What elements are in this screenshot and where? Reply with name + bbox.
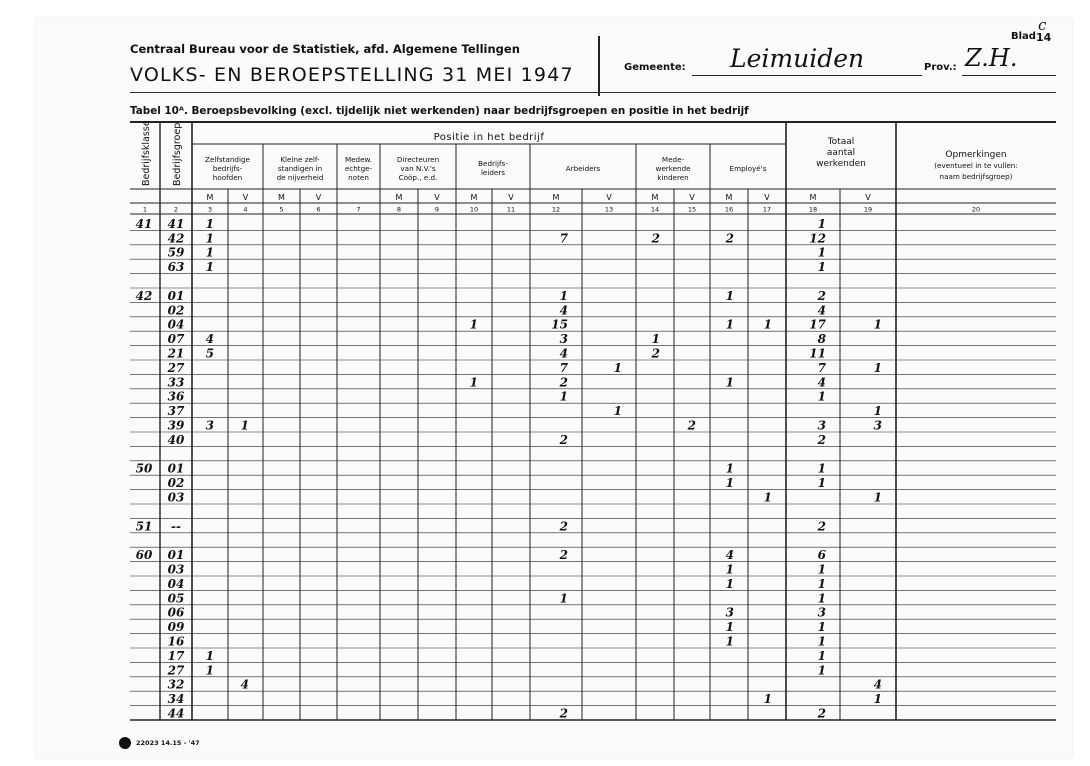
cell-value: 1 <box>817 620 826 635</box>
v-label: V <box>764 193 770 202</box>
v-label: V <box>434 193 440 202</box>
cell-value: 3 <box>559 332 568 347</box>
cell-groep: 41 <box>167 216 185 231</box>
cell-value: 1 <box>613 360 622 375</box>
col-header-opmerkingen: (eventueel in te vullen: <box>934 161 1018 170</box>
cell-value: 1 <box>873 317 882 332</box>
cell-value: 1 <box>817 260 826 275</box>
cell-value: 1 <box>725 634 734 649</box>
cell-groep: 37 <box>167 404 185 419</box>
cell-value: 5 <box>205 346 214 361</box>
cell-value: 1 <box>469 317 478 332</box>
col-header-medewerkende: kinderen <box>657 173 689 182</box>
cell-klasse: 50 <box>135 461 153 476</box>
m-label: M <box>651 193 659 202</box>
cell-value: 1 <box>817 634 826 649</box>
cell-groep: 02 <box>167 476 185 491</box>
cell-value: 6 <box>817 548 826 563</box>
cell-groep: 07 <box>167 332 185 347</box>
column-number: 1 <box>142 205 148 214</box>
cell-groep: 42 <box>167 231 185 246</box>
cell-value: 1 <box>763 692 772 707</box>
cell-value: 1 <box>725 288 734 303</box>
province-value: Z.H. <box>965 44 1018 72</box>
cell-groep: 40 <box>167 432 185 447</box>
col-header-groep: Bedrijfsgroep <box>172 122 183 186</box>
col-header-opmerkingen: Opmerkingen <box>945 150 1007 160</box>
column-number: 13 <box>604 205 614 214</box>
cell-value: 1 <box>873 404 882 419</box>
cell-groep: 27 <box>167 663 185 678</box>
cell-value: 1 <box>763 490 772 505</box>
cell-klasse: 60 <box>135 548 153 563</box>
cell-value: 1 <box>817 576 826 591</box>
cell-value: 3 <box>817 605 826 620</box>
cell-groep: 06 <box>167 605 185 620</box>
cell-value: 2 <box>559 548 568 563</box>
cell-value: 1 <box>763 317 772 332</box>
cell-value: 4 <box>205 332 214 347</box>
province-label: Prov.: <box>924 62 957 73</box>
cell-value: 1 <box>205 216 214 231</box>
cell-value: 4 <box>817 303 826 318</box>
cell-groep: 44 <box>167 706 185 721</box>
cell-klasse: 41 <box>135 216 153 231</box>
cell-value: 3 <box>817 418 826 433</box>
column-number: 18 <box>808 205 818 214</box>
cell-value: 3 <box>205 418 214 433</box>
column-number: 8 <box>396 205 402 214</box>
cell-value: 4 <box>873 677 882 692</box>
cell-groep: 36 <box>167 389 185 404</box>
cell-value: 4 <box>240 677 249 692</box>
cell-value: 3 <box>873 418 882 433</box>
cell-groep: 33 <box>167 375 185 390</box>
cell-value: 1 <box>817 389 826 404</box>
cell-groep: 39 <box>167 418 185 433</box>
column-number: 10 <box>469 205 479 214</box>
m-label: M <box>395 193 403 202</box>
cell-value: 1 <box>725 317 734 332</box>
column-number: 4 <box>243 205 248 214</box>
m-label: M <box>470 193 478 202</box>
logo-icon <box>119 737 131 749</box>
cell-value: 12 <box>809 231 826 246</box>
cell-groep: 09 <box>167 620 185 635</box>
col-header-zelfstandige: hoofden <box>212 173 243 182</box>
v-label: V <box>242 193 249 202</box>
col-header-totaal: Totaal <box>827 137 855 147</box>
cell-value: 1 <box>205 231 214 246</box>
cell-value: 1 <box>613 404 622 419</box>
column-number: 11 <box>506 205 516 214</box>
m-label: M <box>278 193 285 202</box>
col-header-totaal: werkenden <box>816 159 866 169</box>
cell-klasse: 42 <box>135 288 153 303</box>
cell-value: 1 <box>559 591 568 606</box>
cell-groep: 27 <box>167 360 185 375</box>
cell-value: 1 <box>469 375 478 390</box>
cell-value: 2 <box>559 706 568 721</box>
sheet-label: Blad <box>1011 31 1036 42</box>
cell-value: 1 <box>817 216 826 231</box>
cell-groep: 16 <box>167 634 185 649</box>
col-header-medewerkende: werkende <box>655 164 691 173</box>
m-label: M <box>552 193 560 202</box>
col-header-kleine: de nijverheid <box>276 173 324 182</box>
column-number: 6 <box>316 205 321 214</box>
cell-value: 1 <box>817 562 826 577</box>
cell-groep: 63 <box>167 260 185 275</box>
position-header: Positie in het bedrijf <box>433 132 545 143</box>
cell-value: 1 <box>873 692 882 707</box>
cell-value: 7 <box>817 360 826 375</box>
sheet-number: 14 <box>1036 31 1052 44</box>
cell-groep: 01 <box>167 548 185 563</box>
col-header-totaal: aantal <box>826 148 856 158</box>
cell-value: 1 <box>651 332 660 347</box>
cell-groep: 05 <box>167 591 185 606</box>
cell-value: 1 <box>873 490 882 505</box>
cell-value: 7 <box>559 360 568 375</box>
column-number: 2 <box>173 205 179 214</box>
m-label: M <box>725 193 733 202</box>
cell-value: 1 <box>205 245 214 260</box>
cell-value: 4 <box>817 375 826 390</box>
cell-value: 2 <box>725 231 734 246</box>
col-header-medewerkende: Mede- <box>661 155 685 164</box>
col-header-medew: Medew. <box>344 155 373 164</box>
cell-value: 2 <box>817 519 826 534</box>
col-header-klasse: Bedrijfsklasse <box>141 120 152 186</box>
cell-value: 2 <box>817 432 826 447</box>
column-number: 12 <box>551 205 561 214</box>
cell-value: 1 <box>205 260 214 275</box>
v-label: V <box>865 193 871 202</box>
cell-groep: 17 <box>167 648 185 663</box>
cell-groep: 04 <box>167 317 185 332</box>
col-header-directeuren: van N.V.'s <box>400 164 436 173</box>
col-header-employes: Employé's <box>729 164 767 173</box>
cell-value: 2 <box>559 432 568 447</box>
cell-value: 1 <box>559 389 568 404</box>
col-header-arbeiders: Arbeiders <box>565 164 601 173</box>
cell-value: 3 <box>725 605 734 620</box>
agency-name: Centraal Bureau voor de Statistiek, afd. Algemene Tellingen <box>130 42 520 56</box>
cell-value: 17 <box>809 317 826 332</box>
cell-value: 11 <box>809 346 826 361</box>
cell-value: 7 <box>559 231 568 246</box>
cell-value: 1 <box>817 591 826 606</box>
m-label: M <box>809 193 817 202</box>
cell-value: 1 <box>817 245 826 260</box>
v-label: V <box>606 193 612 202</box>
cell-value: 1 <box>817 476 826 491</box>
cell-value: 1 <box>817 648 826 663</box>
census-title: VOLKS- EN BEROEPSTELLING 31 MEI 1947 <box>130 64 574 86</box>
cell-klasse: 51 <box>135 519 153 534</box>
cell-groep: 03 <box>167 562 185 577</box>
cell-value: 1 <box>205 648 214 663</box>
cell-value: 4 <box>725 548 734 563</box>
col-header-zelfstandige: Zelfstandige <box>205 155 250 164</box>
column-number: 16 <box>724 205 734 214</box>
cell-value: 1 <box>725 620 734 635</box>
cell-groep: -- <box>171 519 181 534</box>
cell-value: 4 <box>559 303 568 318</box>
col-header-bedrijfsleiders: Bedrijfs- <box>478 159 508 168</box>
col-header-directeuren: Directeuren <box>396 155 440 164</box>
cell-groep: 34 <box>167 692 185 707</box>
column-number: 19 <box>863 205 873 214</box>
cell-value: 1 <box>205 663 214 678</box>
col-header-kleine: Kleine zelf- <box>280 155 320 164</box>
print-code: 22023 14.15 - '47 <box>136 739 200 747</box>
cell-value: 2 <box>559 519 568 534</box>
municipality-value: Leimuiden <box>730 44 865 73</box>
col-header-medew: echtge- <box>344 164 373 173</box>
cell-groep: 59 <box>167 245 185 260</box>
column-number: 20 <box>971 205 981 214</box>
cell-value: 1 <box>240 418 249 433</box>
column-number: 15 <box>687 205 697 214</box>
m-label: M <box>206 193 214 202</box>
column-number: 7 <box>356 205 361 214</box>
column-number: 5 <box>279 205 284 214</box>
cell-value: 2 <box>687 418 696 433</box>
column-number: 3 <box>207 205 213 214</box>
cell-value: 1 <box>725 576 734 591</box>
v-label: V <box>689 193 695 202</box>
col-header-directeuren: Coöp., e.d. <box>398 173 438 182</box>
sheet-letter: c <box>1038 16 1047 34</box>
cell-groep: 01 <box>167 288 185 303</box>
col-header-opmerkingen: naam bedrijfsgroep) <box>939 172 1013 181</box>
cell-value: 8 <box>817 332 826 347</box>
cell-value: 1 <box>725 476 734 491</box>
cell-value: 1 <box>817 663 826 678</box>
cell-value: 1 <box>873 360 882 375</box>
cell-value: 15 <box>551 317 568 332</box>
v-label: V <box>315 193 322 202</box>
column-number: 14 <box>650 205 660 214</box>
cell-value: 2 <box>559 375 568 390</box>
column-number: 9 <box>434 205 440 214</box>
col-header-medew: noten <box>348 173 369 182</box>
municipality-label: Gemeente: <box>624 62 686 73</box>
cell-value: 2 <box>817 706 826 721</box>
col-header-zelfstandige: bedrijfs- <box>212 164 243 173</box>
table-title: Tabel 10ᴬ. Beroepsbevolking (excl. tijdelijk niet werkenden) naar bedrijfsgroepen en positie in het bedrijf <box>130 105 749 117</box>
cell-value: 1 <box>725 562 734 577</box>
col-header-kleine: standigen in <box>277 164 323 173</box>
cell-groep: 02 <box>167 303 185 318</box>
cell-value: 1 <box>559 288 568 303</box>
v-label: V <box>508 193 514 202</box>
cell-value: 2 <box>817 288 826 303</box>
cell-value: 2 <box>651 231 660 246</box>
cell-groep: 01 <box>167 461 185 476</box>
cell-groep: 04 <box>167 576 185 591</box>
column-number: 17 <box>762 205 772 214</box>
cell-groep: 03 <box>167 490 185 505</box>
cell-groep: 21 <box>167 346 185 361</box>
cell-value: 4 <box>559 346 568 361</box>
cell-value: 1 <box>817 461 826 476</box>
col-header-bedrijfsleiders: leiders <box>480 168 506 177</box>
cell-value: 1 <box>725 375 734 390</box>
cell-value: 2 <box>651 346 660 361</box>
cell-groep: 32 <box>167 677 185 692</box>
cell-value: 1 <box>725 461 734 476</box>
